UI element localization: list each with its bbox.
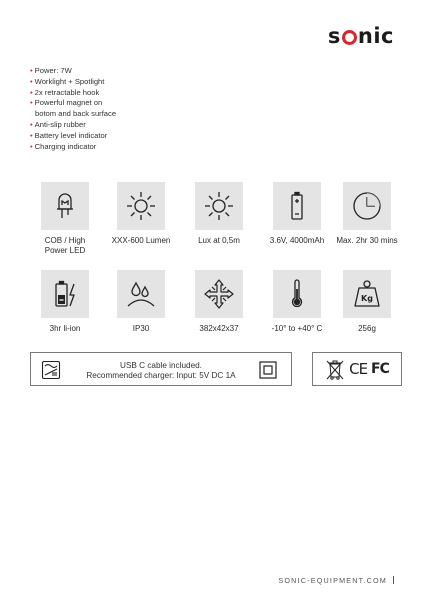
spec-weight	[332, 270, 402, 334]
spec-caption: 382x42x37	[199, 324, 239, 333]
spec-lux	[184, 182, 254, 246]
spec-caption: XXX-600 Lumen	[111, 236, 171, 245]
spec-caption: -10° to +40° C	[271, 324, 323, 333]
spec-dimensions	[184, 270, 254, 334]
feature-item: • Power: 7W	[30, 66, 72, 75]
charger-info-line1: USB C cable included.	[120, 361, 202, 370]
logo-letter-s: s	[327, 24, 341, 48]
weee-bin-icon	[325, 358, 345, 380]
double-insulation-icon	[259, 361, 277, 379]
spec-caption: IP30	[132, 324, 150, 333]
spec-row-1	[30, 182, 402, 270]
footer-url	[278, 576, 394, 585]
spec-caption: Max. 2hr 30 mins	[336, 236, 398, 245]
charging-battery-icon	[41, 270, 89, 318]
feature-item: • Charging indicator	[30, 141, 97, 151]
feature-item-continued: botom and back surface	[35, 109, 117, 119]
dimensions-arrows-icon	[195, 270, 243, 318]
weight-unit-label: Kg	[361, 294, 373, 303]
spec-caption: 3.6V, 4000mAh	[269, 236, 325, 245]
charger-info-box	[30, 352, 292, 386]
led-bulb-icon	[41, 182, 89, 230]
spec-battery	[262, 182, 332, 246]
spec-caption: Lux at 0,5m	[198, 236, 240, 245]
spec-charge	[30, 270, 100, 334]
battery-icon	[273, 182, 321, 230]
fcc-mark: FC	[371, 361, 389, 377]
brand-logo	[328, 24, 394, 46]
feature-item: • 2x retractable hook	[30, 87, 100, 97]
water-drops-icon	[117, 270, 165, 318]
feature-item: • Powerful magnet on	[30, 98, 103, 108]
spec-runtime	[332, 182, 402, 246]
sun-icon	[117, 182, 165, 230]
thermometer-icon	[273, 270, 321, 318]
charger-info-line2: Recommended charger: Input: 5V DC 1A	[86, 371, 236, 380]
ce-mark: CE	[349, 360, 368, 378]
spec-lumen	[106, 182, 176, 246]
feature-list	[30, 66, 250, 152]
logo-ring-o	[342, 30, 357, 45]
footer-url-text: SONIC-EQUIPMENT.COM	[278, 576, 387, 585]
spec-caption: 256g	[358, 324, 376, 333]
sun-icon	[195, 182, 243, 230]
spec-caption: 3hr li-ion	[49, 324, 81, 333]
footer-divider	[393, 576, 394, 584]
spec-caption: COB / High Power LED	[44, 236, 86, 255]
logo-letters-nic: nic	[357, 24, 394, 48]
spec-led	[30, 182, 100, 256]
spec-row-2	[30, 270, 402, 358]
spec-grid	[30, 182, 402, 358]
certification-box	[312, 352, 402, 386]
feature-item: • Anti-slip rubber	[30, 119, 86, 129]
spec-temperature	[262, 270, 332, 334]
spec-ip	[106, 270, 176, 334]
feature-item: • Battery level indicator	[30, 130, 108, 140]
feature-item: • Worklight + Spotlight	[30, 76, 105, 86]
weight-icon	[343, 270, 391, 318]
clock-icon	[343, 182, 391, 230]
